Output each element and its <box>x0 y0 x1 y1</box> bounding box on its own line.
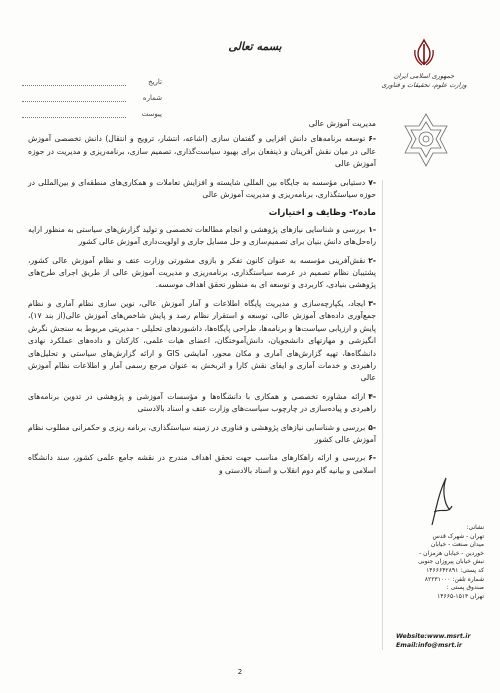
top-item-6 <box>28 133 376 170</box>
item-number: -۶ <box>368 134 376 144</box>
duty-item-6 <box>28 452 376 477</box>
meta-date-label: تاریخ <box>148 78 162 86</box>
address-line: تهران - شهرک قدس <box>432 532 484 540</box>
item-text: بررسی و ارائه راهکارهای مناسب جهت تحقق اهداف مندرج در نقشه جامع علمی کشور، سند دانشگاه اسلامی و بیانیه گام دوم انقلاب و اسناد بالادستی و <box>28 453 376 475</box>
item-text: دستیابی مؤسسه به جایگاه بین المللی شایسته و افزایش تعاملات و همکاری‌های منطقه‌ای و بین‌المللی در حوزه سیاستگذاری، برنامه‌ریزی و مدیریت آموزش عالی <box>28 177 376 200</box>
address-line: صندوق پستی : <box>446 584 484 592</box>
top-item-7 <box>28 177 376 202</box>
item-number: -۳ <box>368 298 376 308</box>
duty-item-3 <box>28 298 376 385</box>
item-text: ایجاد، یکپارچه‌سازی و مدیریت پایگاه اطلاعات و آمار آموزش عالی، نوین سازی نظام آماری و نظام جمع‌آوری داده‌های آموزش عالی، توسعه و استقرار نظام رصد و پایش شاخص‌های آموزش عالی(از بند ۱۷)، پایش و ارزیابی سیاست‌ها و برنامه‌ها، طراحی پایگاه‌ها، داشبوردهای تحلیلی - مدیریتی مربوط به سنجش نگرش انگیزشی و مهارتهای دانشجویان، دانش‌آموختگان، اعضای هیات علمی، کارکنان و داده‌های عملکرد نهادی دانشگاه‌ها، تهیه گزارش‌های آماری و مکان محور، آمایشی GIS و ارائه گزارش‌های سیاستی و تحلیل‌های راهبردی و خدمات آماری و ایفای نقش کارا و اثربخش به عنوان مرجع رسمی آمار و اطلاعات نظام آموزش عالی <box>28 298 376 383</box>
address-line: میدان صنعت - خیابان <box>430 541 484 549</box>
address-line: کد پستی: ۱۴۶۶۶۴۲۸۹۱ <box>426 566 484 574</box>
org-line-republic: جمهوری اسلامی ایران <box>393 72 455 80</box>
page-number: 2 <box>237 668 243 676</box>
email-link[interactable]: Email:info@msrt.ir <box>396 642 463 649</box>
item-text: ارائه مشاوره تخصصی و همکاری با دانشگاه‌ها و مؤسسات آموزشی و پژوهشی در تدوین برنامه‌های راهبردی و پیاده‌سازی در چارچوب سیاست‌های وزارت عتف و اسناد بالادستی <box>28 391 376 414</box>
duty-item-5 <box>28 422 376 447</box>
item-number: -۱ <box>368 224 376 234</box>
item-number: -۲ <box>368 255 376 265</box>
letter-body <box>28 118 376 483</box>
meta-date-row <box>22 70 162 86</box>
meta-attachment-row <box>22 102 162 118</box>
item-text: توسعه برنامه‌های دانش افزایی و گفتمان سازی (اشاعه، انتشار، ترویج و انتقال) دانش تخصصی آموزش عالی در میان نقش آفرینان و ذینفعان برای بهبود سیاست‌گذاری، تصمیم سازی، برنامه‌ریزی و مدیریت در حوزه آموزش عالی <box>28 134 376 169</box>
contact-web <box>396 632 482 650</box>
address-line: شماره تلفن: ۸۲۲۳۱۰۰۰ <box>424 575 484 583</box>
ministry-name <box>368 72 480 90</box>
address-line: خوردین - خیابان هرمزان - <box>419 549 484 557</box>
duty-item-4 <box>28 391 376 416</box>
item-text: بررسی و شناسایی نیازهای پژوهشی و انجام مطالعات تخصصی و تولید گزارش‌های سیاستی به منظور ارایه راه‌حل‌های دانش بنیان برای تصمیم‌سازی و حل مسایل جاری و اولویت‌داری آموزش عالی کشور <box>28 224 376 247</box>
org-line-ministry: وزارت علوم، تحقیقات و فناوری <box>381 81 467 89</box>
item-number: -۵ <box>368 422 376 432</box>
meta-number-row <box>22 86 162 102</box>
item-number: -۷ <box>368 177 376 187</box>
bismillah-heading: بسمه تعالی <box>228 40 282 53</box>
website-link[interactable]: Website:www.msrt.ir <box>396 633 471 640</box>
item-number: -۶ <box>368 453 376 463</box>
section-title: ماده۲- وظایف و اختیارات <box>268 208 376 219</box>
meta-attachment-line <box>22 108 126 118</box>
body-intro: مدیریت آموزش عالی <box>308 119 376 128</box>
letter-meta-fields <box>22 70 162 118</box>
address-line: نبش خیابان پیروزان جنوبی <box>417 558 484 566</box>
signature-mark <box>420 470 460 530</box>
meta-number-line <box>22 92 126 102</box>
meta-attachment-label: پیوست <box>141 110 162 118</box>
duty-item-2 <box>28 255 376 292</box>
meta-date-line <box>22 76 126 86</box>
item-text: بررسی و شناسایی نیازهای پژوهشی و فناوری در زمینه سیاستگذاری، برنامه ریزی و حکمرانی مطلوب نظام آموزش عالی کشور <box>28 422 376 444</box>
meta-number-label: شماره <box>142 94 162 102</box>
column-divider <box>382 180 383 650</box>
address-line: تهران ۱۵۱۳-۱۴۶۶۵ <box>437 592 484 600</box>
duty-item-1 <box>28 224 376 249</box>
item-text: نقش‌آفرینی مؤسسه به عنوان کانون تفکر و بازوی مشورتی وزارت عتف و نظام آموزش عالی کشور، پشتیبان نظام تصمیم در عرصه سیاستگذاری، برنامه‌ریزی و مدیریت آموزش عالی از طریق اجرای طرح‌های پژوهشی بنیادی، کاربردی و توسعه ای به منظور تحقق اهداف موسسه. <box>28 255 376 290</box>
item-number: -۴ <box>368 391 376 401</box>
address-line: نشانی: <box>466 524 484 531</box>
iran-emblem-icon <box>410 38 438 68</box>
ornament-icon <box>396 110 456 170</box>
address-block <box>388 524 484 601</box>
